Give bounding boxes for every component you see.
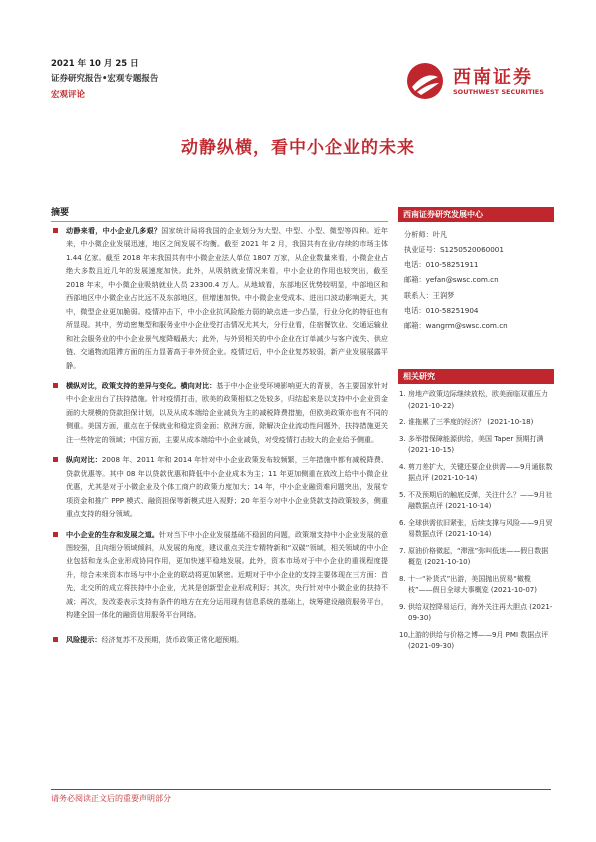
paragraph-text: 国家统计局将我国的企业划分为大型、中型、小型、微型等四种。近年来，中小微企业发展迅速，地区之间发展不均衡。截至 2021 年 2 月，我国共有在业/存续的市场主体 1.44 亿家。截至 2018 年末我国共有中小微企业法人单位 1807 万家，从企业数量来看，小微企业占绝大多数且近几年的发展速度加快。此外，从吸纳就业情况来看，中小企业的作用也较突出，截至 2018 年末，中小微企业吸纳就业人员 23300.4 万人。从地域看，东部地区优势较明显，中部地区和西部地区中小微企业占比远不及东部地区，但增速加快。中小微企业受成本、进出口波动影响更大，其中，微型企业更加脆弱。疫情冲击下，中小企业抗风险能力弱的缺点进一步凸显，行业分化的特征也有所显现。其中，劳动密集型和服务业中小企业受打击情况尤其大，分行业看，住宿餐饮业、交通运输业和社会服务业的中小企业景气度降幅最大；此外，与外贸相关的中小企业在订单减少与客户流失、供应链、交通物流阻滞方面的压力显著高于非外贸企业。疫情过后，中小企业复苏较弱，新产业发展展露平静。 (66, 226, 389, 370)
item-text: 房地产政策边际继续放松，欧美面临双重压力 (2021-10-22) (408, 390, 548, 410)
abstract-paragraph (51, 528, 388, 622)
report-subtype: 宏观评论 (51, 90, 86, 100)
item-number: 6. (399, 518, 406, 527)
related-research-heading: 相关研究 (398, 369, 554, 384)
related-research-item[interactable] (398, 417, 554, 429)
logo-emblem-icon (405, 61, 445, 101)
paragraph-lead: 横纵对比，政策支持的差异与变化。横向对比： (66, 380, 217, 390)
paragraph-text: 经济复苏不及预期，货币政策正常化超预期。 (101, 634, 244, 644)
related-research-item[interactable] (398, 518, 554, 541)
item-text: 十一“补货式”出游，美国抛出贸易“橄榄枝”——假日全球大事概览 (2021-10-07) (408, 574, 537, 594)
report-type: 证券研究报告•宏观专题报告 (51, 74, 159, 84)
logo-name-cn: 西南证券 (453, 67, 533, 88)
contact-email[interactable]: 邮箱：wangrm@swsc.com.cn (404, 321, 508, 330)
report-date: 2021 年 10 月 25 日 (51, 59, 139, 69)
research-center-heading: 西南证券研究发展中心 (398, 207, 554, 222)
contact-phone: 电话：010-58251904 (404, 306, 479, 315)
item-number: 10. (399, 630, 411, 639)
analyst-email[interactable]: 邮箱：yefan@swsc.com.cn (404, 275, 499, 284)
item-number: 1. (399, 390, 406, 398)
logo-name-en: SOUTHWEST SECURITIES (453, 88, 544, 96)
item-number: 8. (399, 574, 406, 583)
item-number: 4. (399, 462, 406, 471)
related-research-item[interactable] (398, 462, 554, 485)
abstract-paragraph (51, 224, 388, 372)
related-research-item[interactable] (398, 574, 554, 597)
item-number: 3. (399, 434, 406, 443)
item-text: 剪刀差扩大，关键还要企业供需——9月通胀数据点评 (2021-10-14) (408, 462, 553, 482)
bullet-square-icon (53, 383, 58, 388)
report-title: 动静纵横，看中小企业的未来 (181, 138, 415, 158)
abstract-divider (51, 221, 388, 222)
item-text: 上游的供给与价格之博——9月 PMI 数据点评 (2021-09-30) (408, 630, 549, 650)
related-research-item[interactable] (398, 546, 554, 569)
company-logo (403, 61, 553, 101)
item-text: 原油价格微起，“滞涨”弥叫低迷——假日数据概览 (2021-10-10) (408, 546, 549, 566)
footer-disclaimer: 请务必阅读正文后的重要声明部分 (51, 794, 171, 803)
bullet-square-icon (53, 228, 58, 233)
footer-divider (51, 789, 551, 790)
analyst-phone: 电话：010-58251911 (404, 260, 479, 269)
item-number: 2. (399, 418, 406, 426)
abstract-heading: 摘要 (51, 208, 70, 218)
bullet-square-icon (53, 637, 58, 642)
item-text: 不及预期后的触底反弹，关注什么？——9月社融数据点评 (2021-10-14) (408, 490, 553, 510)
analyst-cert: 执业证号：S1250520060001 (404, 245, 504, 254)
bullet-square-icon (53, 532, 58, 537)
item-text: 谁拖累了三季度的经济？ (2021-10-18) (408, 418, 534, 426)
item-number: 9. (399, 602, 406, 611)
related-research-item[interactable] (398, 389, 554, 412)
abstract-paragraph (51, 379, 388, 446)
related-research-item[interactable] (398, 490, 554, 513)
paragraph-text: 针对当下中小企业发展基础不稳固的问题，政策端支持中小企业发展的意图较强，且向细分领域倾斜，从发展的角度，建议重点关注专精特新和“双碳”领域，相关领域的中小企业包括和龙头企业形成协同作用，更加快速平稳地发展。此外，资本市场对于中小企业的重视程度提升，综合未来资本市场与中小企业的联动将更加紧密。近期对于中小企业的支持主要体现在三方面：首先，北交所的成立将扶持中小企业，尤其是创新型企业形成利好；其次，央行针对中小微企业的扶持不减；再次，发改委表示支持有条件的地方在充分运用现有信息系统的基础上，统筹建设融资服务平台，构建全国一体化的融资信用服务平台网络。 (66, 529, 389, 620)
abstract-paragraph (51, 453, 388, 520)
paragraph-lead: 风险提示： (66, 634, 102, 644)
contact-name: 联系人：王润梦 (404, 291, 455, 300)
item-number: 5. (399, 490, 406, 499)
paragraph-text: 基于中小企业受环境影响更大的背景，各主要国家针对中小企业出台了扶持措施。针对疫情打击，欧美的政策相似之处较多，归结起来是以支持中小企业资金面的大规模的贷款担保计划，以及从成本端给企业减负为主的减税降费措施，但欧美政策亦也有不同的侧重。美国方面，重点在于保就业和稳定资金面；欧洲方面，除解决企业流动性问题外，扶持措施更关注一些特定的领域；中国方面，主要从成本端给中小企业减负，对受疫情打击较大的企业给予侧重。 (66, 380, 388, 444)
related-research-item[interactable] (398, 434, 554, 457)
item-number: 7. (399, 546, 406, 555)
related-research-item[interactable] (398, 602, 554, 625)
risk-warning (51, 633, 388, 646)
related-research-list (398, 389, 554, 658)
paragraph-lead: 动静来看，中小企业几多艰？ (66, 226, 162, 235)
bullet-square-icon (53, 457, 58, 462)
item-text: 供给双控降易运行，海外关注再大胆点 (2021-09-30) (408, 602, 553, 622)
paragraph-lead: 中小企业的生存和发展之道。 (66, 529, 160, 539)
paragraph-lead: 纵向对比： (66, 455, 102, 465)
paragraph-text: 2008 年、2011 年和 2014 年针对中小企业政策发布较频繁，三年措施中都有减税降费、贷款优惠等。其中 08 年以贷款优惠和降低中小企业成本为主；11 年更加侧重在放改上给中小微企业优惠，尤其是对于小微企业及个体工商户的政策力度加大；14 年，中小企业融资难问题突出，发展专项资金和推广 PPP 模式、融资担保等新模式进入视野；20 年至今对中小企业贷款支持政策较多，侧重重点支持的细分领域。 (66, 455, 389, 519)
item-text: 多举措保障能源供给，美国 Taper 预期打满 (2021-10-15) (408, 434, 544, 454)
abstract-body (51, 224, 388, 646)
related-research-item[interactable] (398, 630, 554, 653)
item-text: 全球供需依旧紧张，后续支撑与风险——9月贸易数据点评 (2021-10-14) (408, 518, 553, 538)
analyst-name: 分析师：叶凡 (404, 230, 448, 239)
